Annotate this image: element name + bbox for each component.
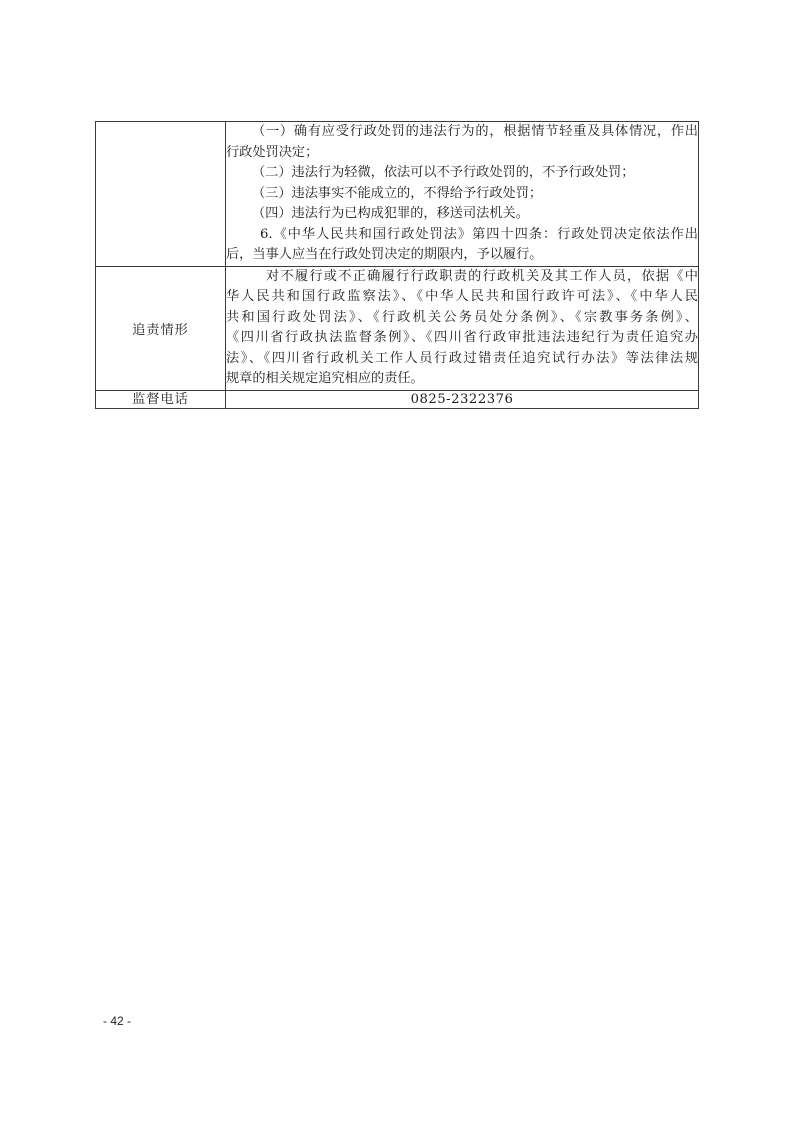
accountability-label: 追责情形 [96, 266, 226, 390]
text-line: 对不履行或不正确履行行政职责的行政机关及其工作人员，依据《中 [266, 268, 698, 284]
text-line: 行政处罚决定； [226, 144, 319, 160]
phone-row [96, 390, 699, 408]
penalty-procedure-content [226, 122, 699, 267]
text-line: 法》、《四川省行政机关工作人员行政过错责任追究试行办法》等法律法规 [226, 350, 698, 366]
text-line: 《四川省行政执法监督条例》、《四川省行政审批违法违纪行为责任追究办 [226, 330, 698, 345]
accountability-row [96, 266, 699, 390]
info-table [95, 121, 699, 409]
text-line: （四）违法行为已构成犯罪的，移送司法机关。 [252, 206, 529, 221]
text-line: （三）违法事实不能成立的，不得给予行政处罚； [252, 185, 543, 201]
text-line: 华人民共和国行政监察法》、《中华人民共和国行政许可法》、《中华人民 [226, 289, 698, 304]
text-line: （二）违法行为轻微，依法可以不予行政处罚的，不予行政处罚； [252, 165, 635, 180]
text-line: （一）确有应受行政处罚的违法行为的，根据情节轻重及具体情况，作出 [252, 124, 698, 139]
text-line: 后，当事人应当在行政处罚决定的期限内，予以履行。 [226, 247, 543, 262]
text-line: 共和国行政处罚法》、《行政机关公务员处分条例》、《宗教事务条例》、 [226, 309, 698, 325]
text-line: 6.《中华人民共和国行政处罚法》第四十四条：行政处罚决定依法作出 [260, 226, 698, 242]
page-number: - 42 - [103, 1014, 132, 1028]
penalty-procedure-label-cell [96, 122, 226, 267]
penalty-procedure-row [96, 122, 699, 267]
phone-value: 0825-2322376 [226, 390, 699, 408]
text-line: 规章的相关规定追究相应的责任。 [226, 371, 424, 386]
phone-label: 监督电话 [96, 390, 226, 408]
accountability-content [226, 266, 699, 390]
